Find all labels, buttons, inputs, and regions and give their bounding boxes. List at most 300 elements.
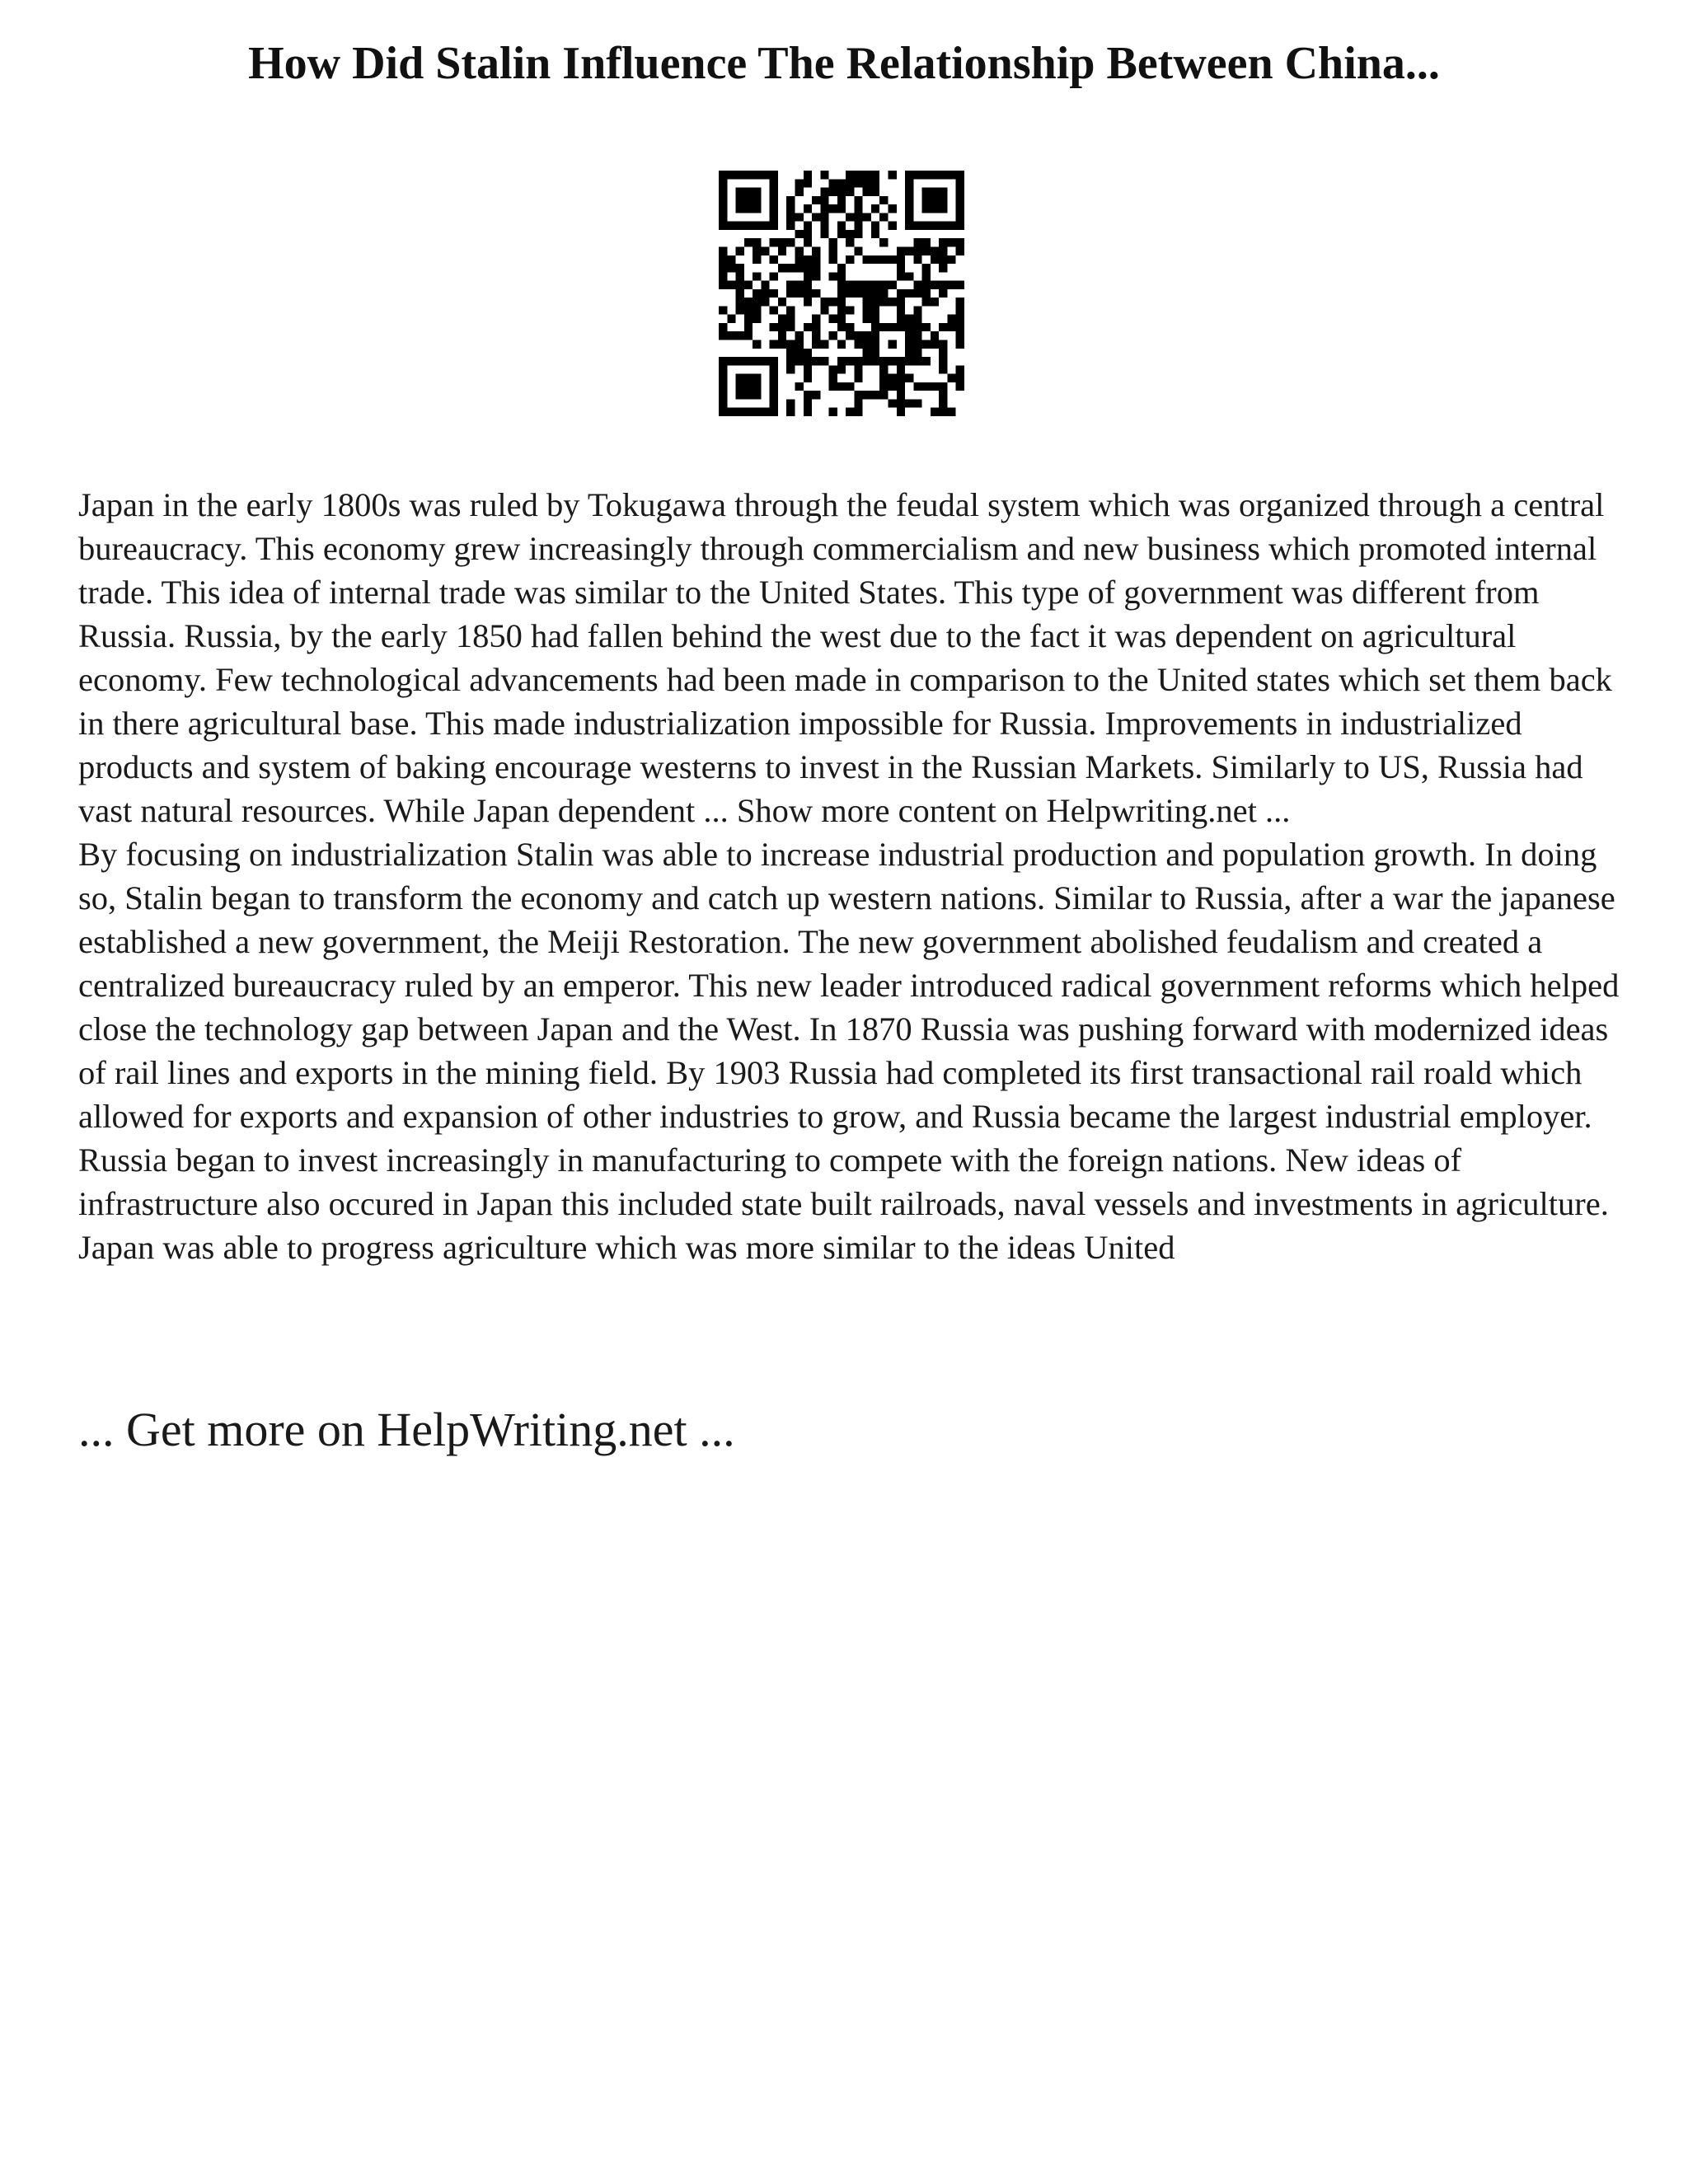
qr-module <box>753 315 761 323</box>
qr-module <box>854 289 862 298</box>
qr-module <box>744 222 753 230</box>
qr-module <box>719 408 727 416</box>
qr-module <box>727 281 735 289</box>
qr-module <box>889 340 897 349</box>
qr-module <box>736 331 744 340</box>
qr-module <box>897 315 905 323</box>
qr-module <box>829 255 837 264</box>
qr-module <box>846 357 854 365</box>
qr-module <box>804 391 812 399</box>
qr-module <box>956 281 964 289</box>
qr-module <box>922 340 931 349</box>
qr-module <box>770 255 778 264</box>
qr-module <box>939 238 947 246</box>
qr-module <box>846 306 854 314</box>
qr-module <box>905 196 913 204</box>
qr-module <box>837 281 846 289</box>
qr-module <box>820 298 828 306</box>
qr-module <box>879 238 888 246</box>
qr-module <box>922 323 931 331</box>
qr-module <box>727 171 735 179</box>
qr-module <box>939 365 947 373</box>
qr-module <box>905 323 913 331</box>
qr-module <box>804 171 812 179</box>
qr-module <box>770 188 778 196</box>
qr-module <box>820 340 828 349</box>
qr-module <box>795 179 803 187</box>
qr-module <box>786 281 795 289</box>
qr-module <box>956 374 964 382</box>
qr-module <box>863 289 871 298</box>
qr-module <box>770 196 778 204</box>
qr-module <box>829 408 837 416</box>
qr-module <box>863 349 871 357</box>
qr-module <box>879 196 888 204</box>
qr-module <box>931 246 939 255</box>
qr-module <box>795 264 803 272</box>
qr-module <box>931 331 939 340</box>
qr-module <box>829 246 837 255</box>
qr-module <box>871 222 879 230</box>
qr-module <box>719 188 727 196</box>
qr-module <box>913 323 921 331</box>
get-more-link[interactable]: ... Get more on HelpWriting.net ... <box>78 1403 735 1456</box>
qr-module <box>871 255 879 264</box>
qr-module <box>846 213 854 221</box>
qr-module <box>795 331 803 340</box>
qr-module <box>939 255 947 264</box>
qr-module <box>846 188 854 196</box>
qr-module <box>956 196 964 204</box>
qr-module <box>804 264 812 272</box>
qr-module <box>905 357 913 365</box>
qr-module <box>744 391 753 399</box>
qr-module <box>879 281 888 289</box>
qr-module <box>905 289 913 298</box>
qr-module <box>837 188 846 196</box>
qr-module <box>871 315 879 323</box>
qr-module <box>719 281 727 289</box>
qr-module <box>812 289 820 298</box>
qr-module <box>913 238 921 246</box>
qr-module <box>922 272 931 280</box>
qr-module <box>770 222 778 230</box>
qr-module <box>947 222 955 230</box>
qr-module <box>879 382 888 391</box>
qr-module <box>795 255 803 264</box>
qr-module <box>905 399 913 407</box>
qr-module <box>837 365 846 373</box>
qr-module <box>786 264 795 272</box>
qr-module <box>820 222 828 230</box>
qr-module <box>761 171 769 179</box>
qr-module <box>804 179 812 187</box>
qr-module <box>837 382 846 391</box>
qr-module <box>719 222 727 230</box>
qr-module <box>939 188 947 196</box>
qr-module <box>761 298 769 306</box>
qr-module <box>753 204 761 213</box>
qr-module <box>939 382 947 391</box>
qr-module <box>736 289 744 298</box>
qr-module <box>897 264 905 272</box>
qr-module <box>897 365 905 373</box>
qr-module <box>786 213 795 221</box>
qr-module <box>913 281 921 289</box>
qr-module <box>719 213 727 221</box>
qr-module <box>889 255 897 264</box>
qr-module <box>770 179 778 187</box>
qr-module <box>770 238 778 246</box>
qr-module <box>804 238 812 246</box>
qr-module <box>812 331 820 340</box>
qr-module <box>879 255 888 264</box>
qr-module <box>931 204 939 213</box>
qr-module <box>956 365 964 373</box>
qr-module <box>905 272 913 280</box>
qr-module <box>778 238 786 246</box>
qr-module <box>744 331 753 340</box>
qr-module <box>812 272 820 280</box>
qr-module <box>913 289 921 298</box>
qr-module <box>863 171 871 179</box>
qr-module <box>879 323 888 331</box>
qr-module <box>804 204 812 213</box>
qr-module <box>897 357 905 365</box>
qr-module <box>761 408 769 416</box>
qr-module <box>812 213 820 221</box>
qr-module <box>947 238 955 246</box>
qr-module <box>956 204 964 213</box>
qr-module <box>753 171 761 179</box>
qr-module <box>863 331 871 340</box>
qr-module <box>956 246 964 255</box>
qr-module <box>744 281 753 289</box>
qr-module <box>786 289 795 298</box>
qr-module <box>719 196 727 204</box>
qr-module <box>956 298 964 306</box>
qr-module <box>922 246 931 255</box>
qr-module <box>770 171 778 179</box>
qr-module <box>829 382 837 391</box>
qr-module <box>863 357 871 365</box>
qr-module <box>736 306 744 314</box>
qr-module <box>922 188 931 196</box>
qr-module <box>913 349 921 357</box>
qr-module <box>820 171 828 179</box>
qr-module <box>922 281 931 289</box>
qr-module <box>889 204 897 213</box>
qr-module <box>889 357 897 365</box>
qr-module <box>786 196 795 204</box>
qr-module <box>727 408 735 416</box>
qr-module <box>753 238 761 246</box>
qr-module <box>829 331 837 340</box>
qr-module <box>804 222 812 230</box>
qr-module <box>812 315 820 323</box>
qr-module <box>897 391 905 399</box>
qr-module <box>744 374 753 382</box>
qr-module <box>922 357 931 365</box>
qr-module <box>931 171 939 179</box>
qr-module <box>846 238 854 246</box>
qr-module <box>871 306 879 314</box>
document-title: How Did Stalin Influence The Relationship Between China... <box>248 38 1440 89</box>
qr-module <box>947 255 955 264</box>
qr-module <box>854 204 862 213</box>
qr-module <box>753 255 761 264</box>
qr-module <box>753 306 761 314</box>
article-paragraph: Japan in the early 1800s was ruled by Tokugawa through the feudal system which was organized through a central bureaucracy. This economy grew increasingly through commercialism and new business which promoted internal trade. This idea of internal trade was similar to the United States. This type of government was different from Russia. Russia, by the early 1850 had fallen behind the west due to the fact it was dependent on agricultural economy. Few technological advancements had been made in comparison to the United states which set them back in there agricultural base. This made industrialization impossible for Russia. Improvements in industrialized products and system of baking encourage westerns to invest in the Russian Markets. Similarly to US, Russia had vast natural resources. While Japan dependent ... Show more content on Helpwriting.net ... <box>78 486 1612 829</box>
qr-module <box>778 323 786 331</box>
qr-module <box>863 281 871 289</box>
qr-module <box>854 374 862 382</box>
qr-module <box>879 298 888 306</box>
qr-module <box>736 171 744 179</box>
qr-module <box>956 179 964 187</box>
qr-module <box>804 357 812 365</box>
qr-module <box>795 230 803 238</box>
qr-module <box>804 365 812 373</box>
qr-module <box>947 323 955 331</box>
qr-module <box>736 204 744 213</box>
qr-module <box>770 204 778 213</box>
qr-module <box>846 408 854 416</box>
qr-module <box>889 399 897 407</box>
qr-module <box>947 408 955 416</box>
qr-module <box>719 306 727 314</box>
qr-module <box>753 272 761 280</box>
qr-module <box>947 315 955 323</box>
qr-module <box>786 323 795 331</box>
qr-module <box>837 323 846 331</box>
qr-module <box>761 281 769 289</box>
qr-module <box>719 399 727 407</box>
qr-module <box>854 171 862 179</box>
qr-module <box>829 315 837 323</box>
qr-module <box>812 340 820 349</box>
qr-module <box>795 246 803 255</box>
qr-module <box>871 340 879 349</box>
qr-module <box>854 365 862 373</box>
qr-module <box>795 213 803 221</box>
qr-module <box>913 246 921 255</box>
qr-module <box>820 188 828 196</box>
qr-module <box>905 340 913 349</box>
qr-module <box>939 204 947 213</box>
qr-module <box>829 365 837 373</box>
qr-module <box>753 374 761 382</box>
qr-module <box>820 196 828 204</box>
qr-module <box>913 255 921 264</box>
qr-module <box>744 196 753 204</box>
qr-module <box>778 264 786 272</box>
qr-module <box>922 289 931 298</box>
qr-module <box>905 179 913 187</box>
qr-module <box>854 331 862 340</box>
qr-module <box>905 222 913 230</box>
qr-module <box>719 331 727 340</box>
qr-module <box>744 171 753 179</box>
qr-module <box>744 323 753 331</box>
qr-module <box>871 391 879 399</box>
qr-module <box>820 204 828 213</box>
qr-module <box>837 204 846 213</box>
qr-module <box>812 196 820 204</box>
qr-module <box>837 272 846 280</box>
qr-module <box>939 196 947 204</box>
qr-module <box>854 179 862 187</box>
qr-module <box>889 171 897 179</box>
qr-module <box>863 391 871 399</box>
qr-module <box>897 323 905 331</box>
qr-module <box>871 349 879 357</box>
qr-module <box>889 298 897 306</box>
qr-module <box>837 179 846 187</box>
qr-module <box>812 246 820 255</box>
qr-module <box>871 188 879 196</box>
qr-module <box>846 255 854 264</box>
qr-module <box>922 222 931 230</box>
qr-module <box>922 171 931 179</box>
qr-module <box>922 382 931 391</box>
qr-module <box>871 289 879 298</box>
qr-module <box>846 281 854 289</box>
qr-module <box>956 222 964 230</box>
qr-module <box>956 331 964 340</box>
qr-module <box>820 213 828 221</box>
qr-module <box>770 272 778 280</box>
qr-module <box>804 349 812 357</box>
qr-module <box>770 365 778 373</box>
qr-module <box>770 382 778 391</box>
qr-module <box>931 382 939 391</box>
qr-module <box>736 246 744 255</box>
qr-module <box>719 171 727 179</box>
qr-module <box>939 171 947 179</box>
qr-module <box>736 298 744 306</box>
qr-module <box>905 331 913 340</box>
qr-module <box>863 340 871 349</box>
qr-module <box>846 179 854 187</box>
qr-module <box>812 323 820 331</box>
qr-module <box>727 357 735 365</box>
qr-module <box>854 222 862 230</box>
qr-module <box>761 246 769 255</box>
qr-module <box>786 306 795 314</box>
qr-module <box>786 349 795 357</box>
qr-module <box>956 340 964 349</box>
qr-module <box>889 382 897 391</box>
qr-module <box>837 289 846 298</box>
qr-module <box>854 196 862 204</box>
qr-module <box>837 264 846 272</box>
qr-module <box>770 340 778 349</box>
qr-module <box>812 391 820 399</box>
qr-module <box>820 230 828 238</box>
qr-module <box>931 281 939 289</box>
qr-module <box>863 213 871 221</box>
qr-module <box>804 374 812 382</box>
qr-module <box>897 408 905 416</box>
qr-module <box>939 281 947 289</box>
qr-module <box>905 188 913 196</box>
qr-module <box>913 382 921 391</box>
qr-module <box>719 357 727 365</box>
qr-module <box>905 213 913 221</box>
qr-module <box>719 391 727 399</box>
qr-module <box>786 340 795 349</box>
qr-module <box>770 289 778 298</box>
qr-module <box>804 298 812 306</box>
qr-module <box>727 222 735 230</box>
qr-module <box>812 264 820 272</box>
qr-module <box>956 171 964 179</box>
qr-module <box>804 230 812 238</box>
qr-module <box>719 264 727 272</box>
qr-module <box>889 222 897 230</box>
article-paragraph: By focusing on industrialization Stalin was able to increase industrial production and population growth. In doing so, Stalin began to transform the economy and catch up western nations. Similar to Russia, after a war the japanese established a new government, the Meiji Restoration. The new government abolished feudalism and created a centralized bureaucracy ruled by an emperor. This new leader introduced radical government reforms which helped close the technology gap between Japan and the West. In 1870 Russia was pushing forward with modernized ideas of rail lines and exports in the mining field. By 1903 Russia had completed its first transactional rail roald which allowed for exports and expansion of other industries to grow, and Russia became the largest industrial employer. Russia began to invest increasingly in manufacturing to compete with the foreign nations. New ideas of infrastructure also occured in Japan this included state built railroads, naval vessels and investments in agriculture. Japan was able to progress agriculture which was more similar to the ideas United <box>78 836 1620 1266</box>
qr-module <box>897 382 905 391</box>
qr-module <box>744 357 753 365</box>
qr-module <box>846 171 854 179</box>
qr-module <box>837 340 846 349</box>
article-body <box>78 483 1628 1269</box>
qr-module <box>871 179 879 187</box>
qr-module <box>770 399 778 407</box>
qr-module <box>863 306 871 314</box>
qr-module <box>753 391 761 399</box>
qr-module <box>786 365 795 373</box>
qr-module <box>939 340 947 349</box>
qr-module <box>863 315 871 323</box>
qr-module <box>829 238 837 246</box>
qr-module <box>736 272 744 280</box>
qr-module <box>829 298 837 306</box>
qr-module <box>736 357 744 365</box>
qr-module <box>719 365 727 373</box>
qr-module <box>905 204 913 213</box>
qr-module <box>871 298 879 306</box>
qr-module <box>786 315 795 323</box>
qr-module <box>719 323 727 331</box>
qr-module <box>897 298 905 306</box>
qr-module <box>871 331 879 340</box>
qr-module <box>736 391 744 399</box>
qr-module <box>837 230 846 238</box>
qr-module <box>829 272 837 280</box>
qr-module <box>719 272 727 280</box>
qr-module <box>795 289 803 298</box>
qr-module <box>854 391 862 399</box>
qr-module <box>897 399 905 407</box>
qr-module <box>736 382 744 391</box>
qr-module <box>871 281 879 289</box>
qr-module <box>736 264 744 272</box>
qr-module <box>770 408 778 416</box>
qr-module <box>837 306 846 314</box>
qr-module <box>871 204 879 213</box>
qr-module <box>719 179 727 187</box>
qr-module <box>770 323 778 331</box>
qr-code-icon <box>719 171 964 416</box>
qr-module <box>804 272 812 280</box>
qr-module <box>913 315 921 323</box>
qr-module <box>871 323 879 331</box>
qr-module <box>727 255 735 264</box>
qr-module <box>922 196 931 204</box>
qr-module <box>913 306 921 314</box>
